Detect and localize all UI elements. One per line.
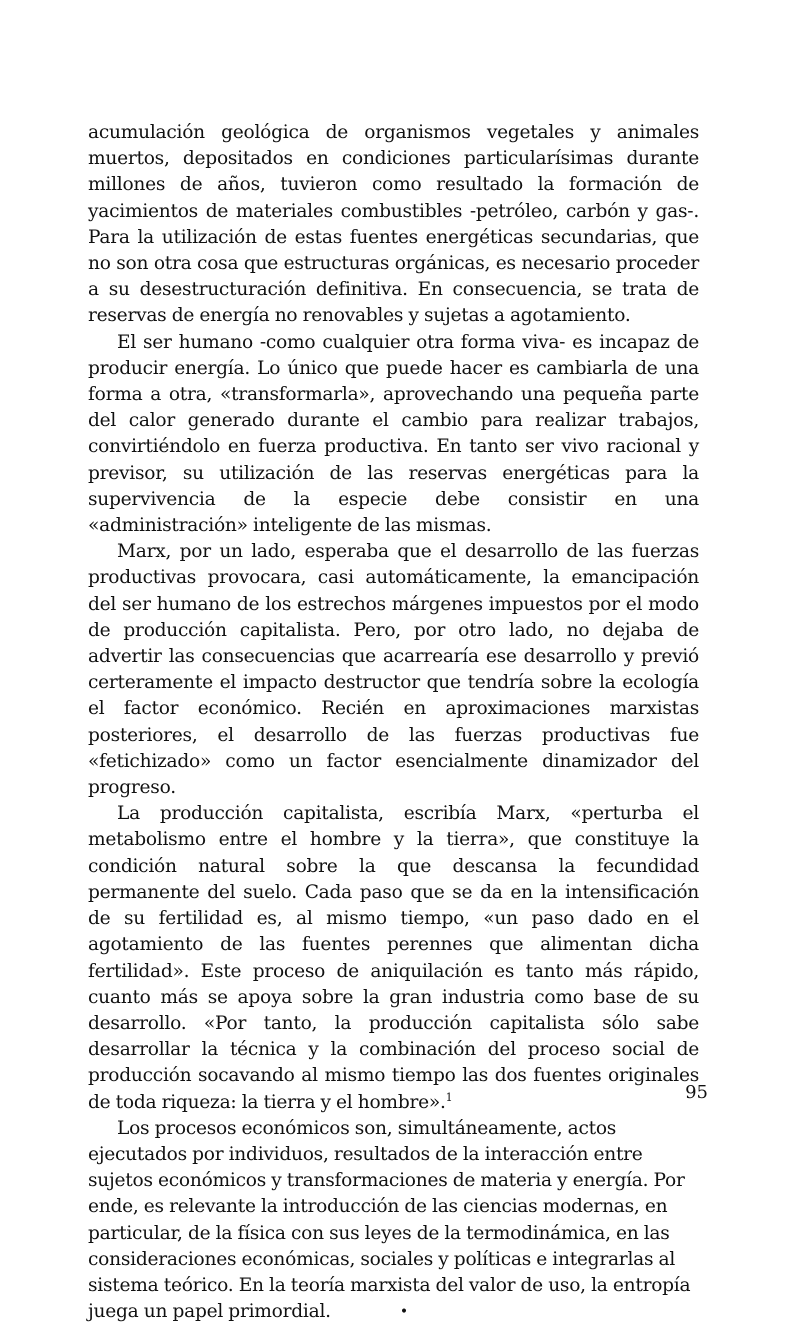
- paragraph-3: Marx, por un lado, esperaba que el desarrollo de las fuerzas productivas provocara, casi automáticamente, la emancipación del ser humano de los estrechos márgenes impuestos por el modo de producción capitalista. Pero, por otro lado, no dejaba de advertir las consecuencias que acarrearía ese desarrollo y previó certeramente el impacto destructor que tendría sobre la ecología el factor económico. Recién en aproximaciones marxistas posteriores, el desarrollo de las fuerzas productivas fue «fetichizado» como un factor esencialmente dinamizador del progreso.: [88, 541, 699, 799]
- page-number: 95: [685, 1082, 708, 1103]
- body-text: [88, 120, 699, 1325]
- stray-mark: •: [399, 1304, 408, 1321]
- paragraph-1: acumulación geológica de organismos vegetales y animales muertos, depositados en condiciones particularísimas durante millones de años, tuvieron como resultado la formación de yacimientos de materiales combustibles -petróleo, carbón y gas-. Para la utilización de estas fuentes energéticas secundarias, que no son otra cosa que estructuras orgánicas, es necesario proceder a su desestructuración definitiva. En consecuencia, se trata de reservas de energía no renovables y sujetas a agotamiento.: [88, 122, 699, 327]
- footnote-marker: 1: [445, 1090, 453, 1104]
- paragraph-4: [88, 801, 699, 1115]
- paragraph-5: [88, 1116, 699, 1325]
- paragraph-5-text: Los procesos económicos son, simultáneamente, actos ejecutados por individuos, resultados de la interacción entre sujetos económicos y transformaciones de materia y energía. Por ende, es relevante la introducción de las ciencias modernas, en particular, de la física con sus leyes de la termodinámica, en las consideraciones económicas, sociales y políticas e integrarlas al sistema teórico. En la teoría marxista del valor de uso, la entropía juega un papel primordial.: [88, 1117, 691, 1323]
- paragraph-2: El ser humano -como cualquier otra forma viva- es incapaz de producir energía. Lo único que puede hacer es cambiarla de una forma a otra, «transformarla», aprovechando una pequeña parte del calor generado durante el cambio para realizar trabajos, convirtiéndolo en fuerza productiva. En tanto ser vivo racional y previsor, su utilización de las reservas energéticas para la supervivencia de la especie debe consistir en una «administración» inteligente de las mismas.: [88, 331, 699, 537]
- paragraph-4-text: La producción capitalista, escribía Marx, «perturba el metabolismo entre el hombre y la tierra», que constituye la condición natural sobre la que descansa la fecundidad permanente del suelo. Cada paso que se da en la intensificación de su fertilidad es, al mismo tiempo, «un paso dado en el agotamiento de las fuentes perennes que alimentan dicha fertilidad». Este proceso de aniquilación es tanto más rápido, cuanto más se apoya sobre la gran industria como base de su desarrollo. «Por tanto, la producción capitalista sólo sabe desarrollar la técnica y la combinación del proceso social de producción socavando al mismo tiempo las dos fuentes originales de toda riqueza: la tierra y el hombre».: [88, 803, 699, 1113]
